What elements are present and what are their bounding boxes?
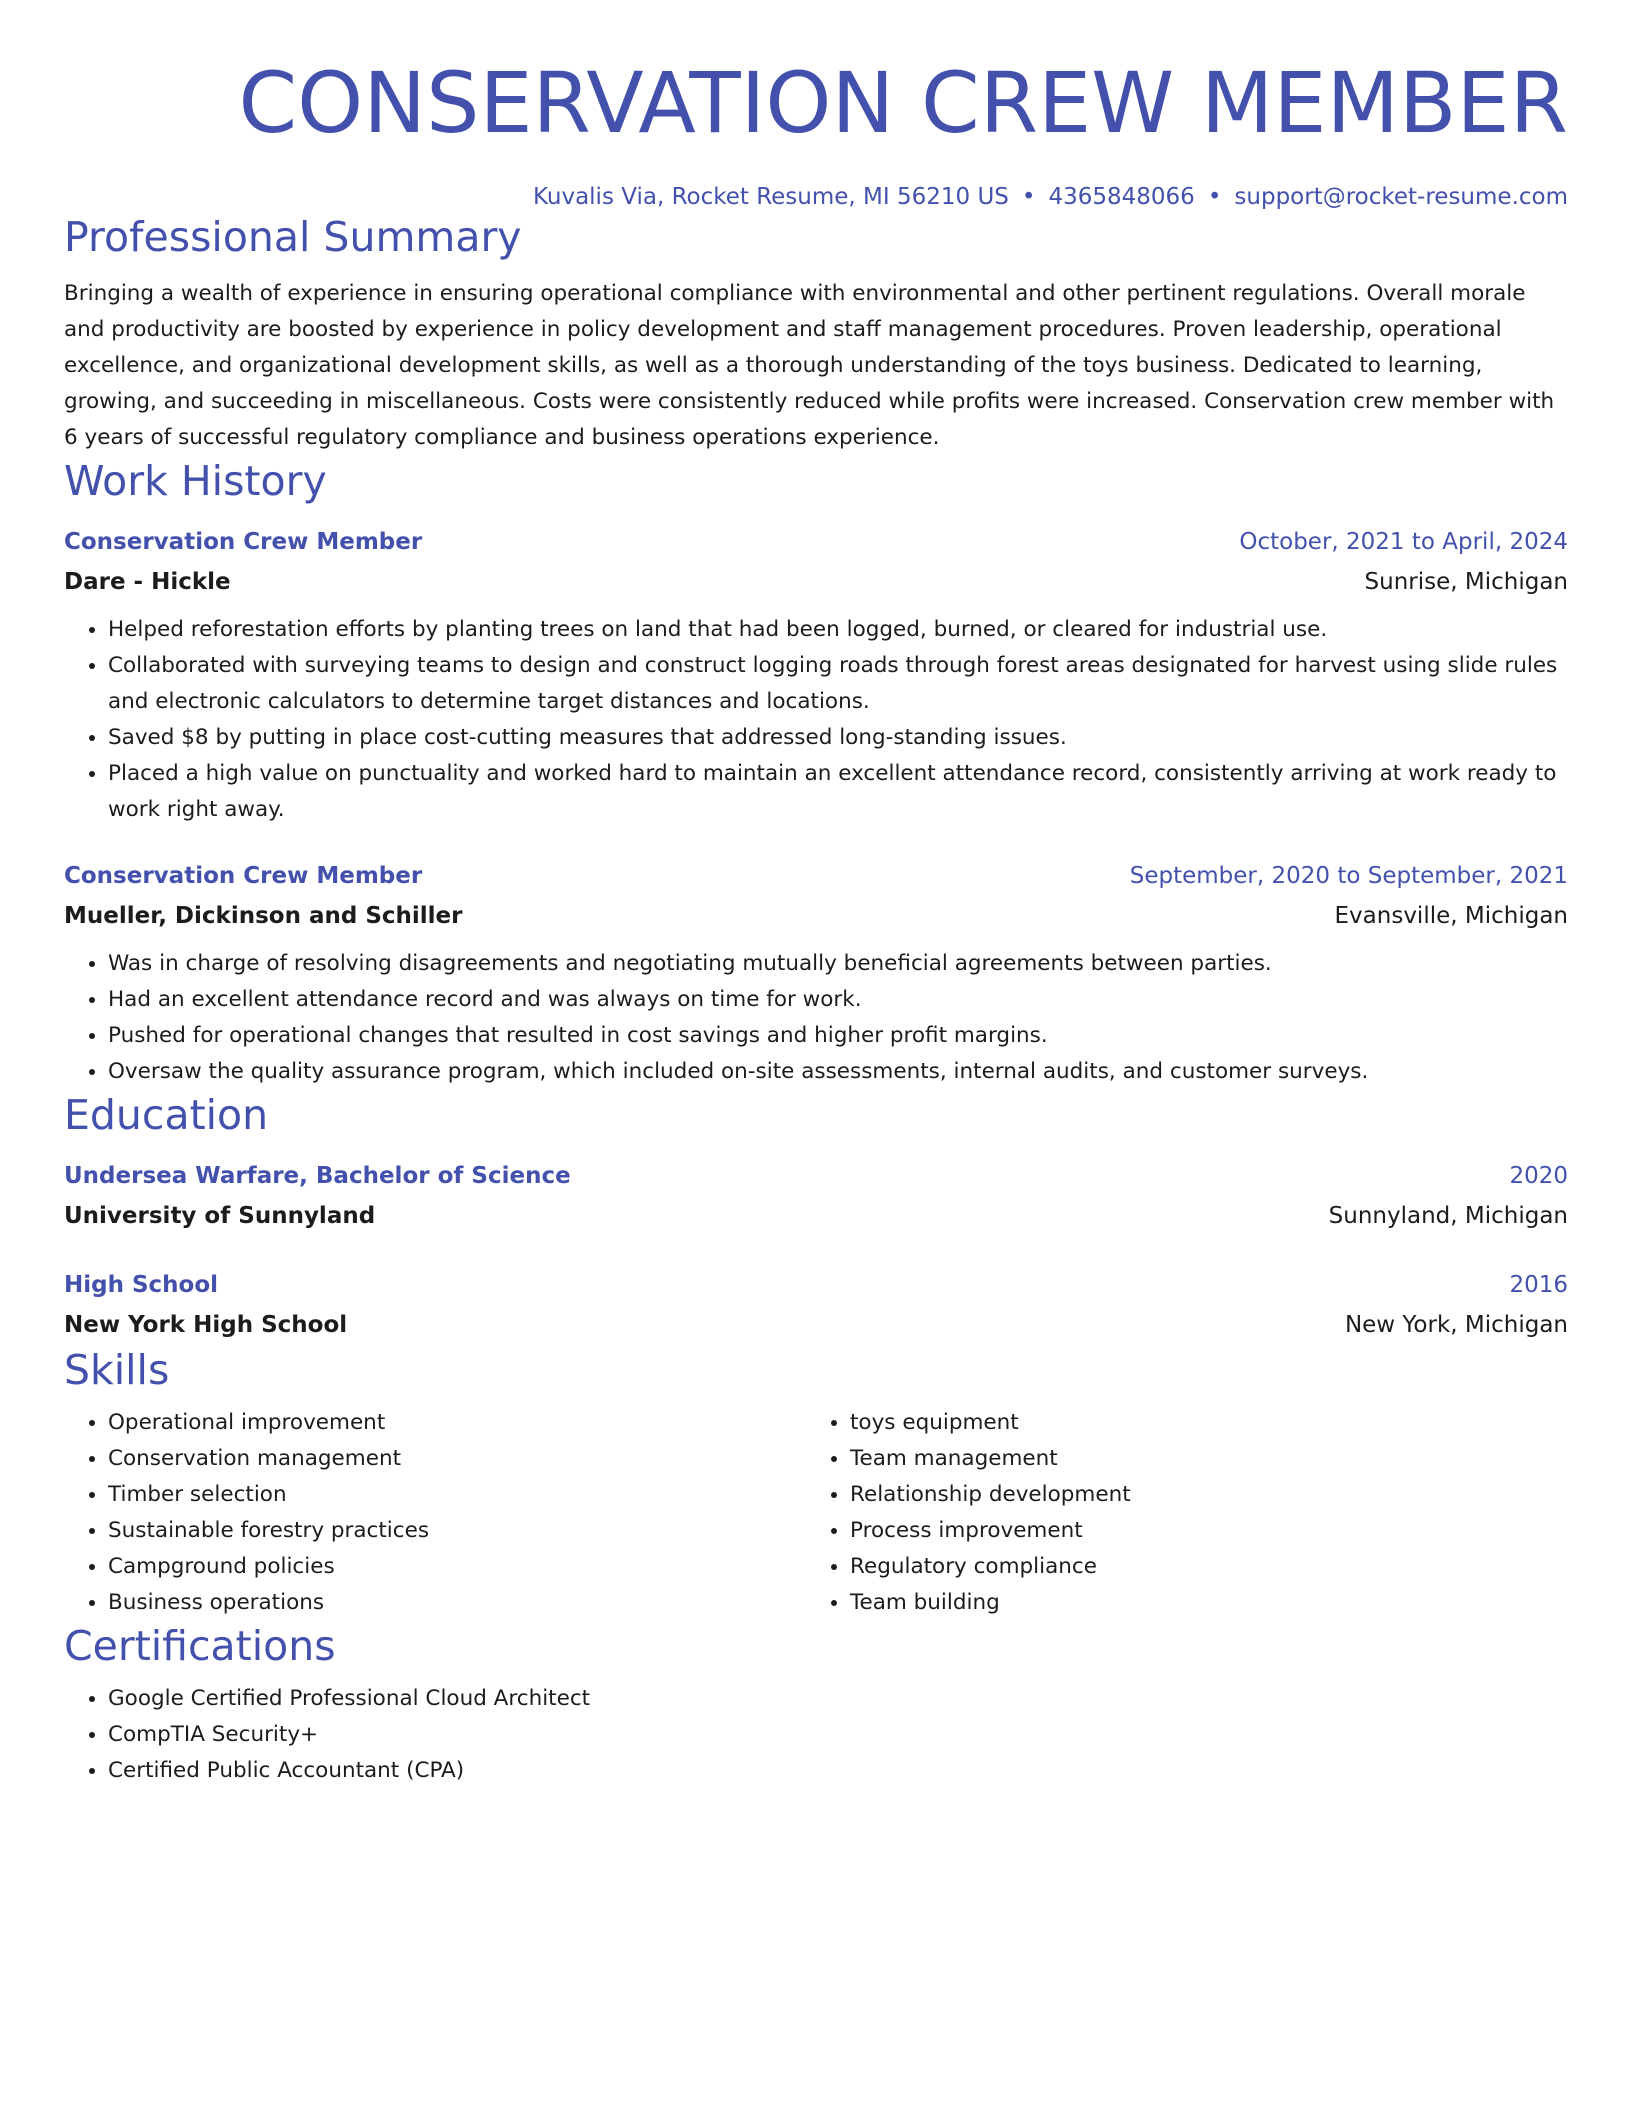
certifications-heading: Certifications bbox=[64, 1622, 336, 1670]
job-employer: Mueller, Dickinson and Schiller bbox=[64, 903, 463, 929]
education-entry bbox=[64, 1156, 1568, 1236]
skill-item: • Regulatory compliance bbox=[850, 1549, 1548, 1585]
skill-item: • toys equipment bbox=[850, 1405, 1548, 1441]
education-school-row bbox=[64, 1305, 1568, 1345]
education-degree-row bbox=[64, 1265, 1568, 1305]
skill-item: • Sustainable forestry practices bbox=[108, 1513, 806, 1549]
job-bullet: • Saved $8 by putting in place cost-cutting measures that addressed long-standing issues. bbox=[108, 720, 1568, 756]
skill-item: • Timber selection bbox=[108, 1477, 806, 1513]
skill-item: • Campground policies bbox=[108, 1549, 806, 1585]
job-bullet: • Placed a high value on punctuality and worked hard to maintain an excellent attendance record, consistently arriving at work ready to work right away. bbox=[108, 756, 1568, 828]
education-location: New York, Michigan bbox=[1344, 1312, 1568, 1338]
job-bullet: • Oversaw the quality assurance program, which included on-site assessments, internal audits, and customer surveys. bbox=[108, 1054, 1568, 1090]
certification-item: • Google Certified Professional Cloud Architect bbox=[108, 1681, 1568, 1717]
skills-columns bbox=[64, 1405, 1568, 1621]
skills-heading: Skills bbox=[64, 1346, 170, 1394]
contact-phone: 4365848066 bbox=[1048, 184, 1195, 210]
job-entry bbox=[64, 856, 1568, 1090]
skill-item: • Operational improvement bbox=[108, 1405, 806, 1441]
resume-name-heading: CONSERVATION CREW MEMBER bbox=[238, 54, 1568, 152]
job-bullet: • Pushed for operational changes that resulted in cost savings and higher profit margins. bbox=[108, 1018, 1568, 1054]
contact-separator: • bbox=[1021, 184, 1036, 210]
job-title: Conservation Crew Member bbox=[64, 529, 423, 555]
skill-item: • Conservation management bbox=[108, 1441, 806, 1477]
job-bullet: • Had an excellent attendance record and was always on time for work. bbox=[108, 982, 1568, 1018]
job-bullet: • Was in charge of resolving disagreements and negotiating mutually beneficial agreements between parties. bbox=[108, 946, 1568, 982]
job-title-row bbox=[64, 856, 1568, 896]
skill-item: • Business operations bbox=[108, 1585, 806, 1621]
job-bullets bbox=[64, 946, 1568, 1090]
skill-item: • Process improvement bbox=[850, 1513, 1548, 1549]
education-school-row bbox=[64, 1196, 1568, 1236]
job-location: Evansville, Michigan bbox=[1334, 903, 1568, 929]
education-school: New York High School bbox=[64, 1312, 348, 1338]
contact-separator: • bbox=[1207, 184, 1222, 210]
certifications-list bbox=[64, 1681, 1568, 1789]
job-dates: October, 2021 to April, 2024 bbox=[1239, 529, 1568, 555]
education-location: Sunnyland, Michigan bbox=[1328, 1203, 1568, 1229]
education-degree: Undersea Warfare, Bachelor of Science bbox=[64, 1163, 571, 1189]
job-employer: Dare - Hickle bbox=[64, 569, 231, 595]
education-degree: High School bbox=[64, 1272, 219, 1298]
skill-item: • Team management bbox=[850, 1441, 1548, 1477]
certification-item: • CompTIA Security+ bbox=[108, 1717, 1568, 1753]
job-bullet: • Helped reforestation efforts by planting trees on land that had been logged, burned, or cleared for industrial use. bbox=[108, 612, 1568, 648]
skills-list-right bbox=[806, 1405, 1548, 1621]
job-location: Sunrise, Michigan bbox=[1364, 569, 1568, 595]
job-employer-row bbox=[64, 896, 1568, 936]
job-bullets bbox=[64, 612, 1568, 828]
resume-page bbox=[64, 52, 1568, 1789]
skill-item: • Team building bbox=[850, 1585, 1548, 1621]
education-year: 2020 bbox=[1509, 1163, 1568, 1189]
work-history-heading: Work History bbox=[64, 457, 327, 505]
summary-text: Bringing a wealth of experience in ensuring operational compliance with environmental and other pertinent regulations. Overall morale and productivity are boosted by experience in policy development and staff management procedures. Proven leadership, operational excellence, and organizational development skills, as well as a thorough understanding of the toys business. Dedicated to learning, growing, and succeeding in miscellaneous. Costs were consistently reduced while profits were increased. Conservation crew member with 6 years of successful regulatory compliance and business operations experience. bbox=[64, 281, 1555, 450]
education-entry bbox=[64, 1265, 1568, 1345]
job-bullet: • Collaborated with surveying teams to design and construct logging roads through forest areas designated for harvest using slide rules and electronic calculators to determine target distances and locations. bbox=[108, 648, 1568, 720]
education-year: 2016 bbox=[1509, 1272, 1568, 1298]
job-entry bbox=[64, 522, 1568, 828]
job-title: Conservation Crew Member bbox=[64, 863, 423, 889]
education-school: University of Sunnyland bbox=[64, 1203, 376, 1229]
job-title-row bbox=[64, 522, 1568, 562]
skill-item: • Relationship development bbox=[850, 1477, 1548, 1513]
skills-list-left bbox=[64, 1405, 806, 1621]
contact-address: Kuvalis Via, Rocket Resume, MI 56210 US bbox=[532, 184, 1009, 210]
certification-item: • Certified Public Accountant (CPA) bbox=[108, 1753, 1568, 1789]
job-dates: September, 2020 to September, 2021 bbox=[1129, 863, 1568, 889]
contact-line bbox=[64, 182, 1568, 212]
job-employer-row bbox=[64, 562, 1568, 602]
education-heading: Education bbox=[64, 1091, 269, 1139]
summary-heading: Professional Summary bbox=[64, 213, 522, 261]
education-degree-row bbox=[64, 1156, 1568, 1196]
contact-email: support@rocket-resume.com bbox=[1234, 184, 1568, 210]
